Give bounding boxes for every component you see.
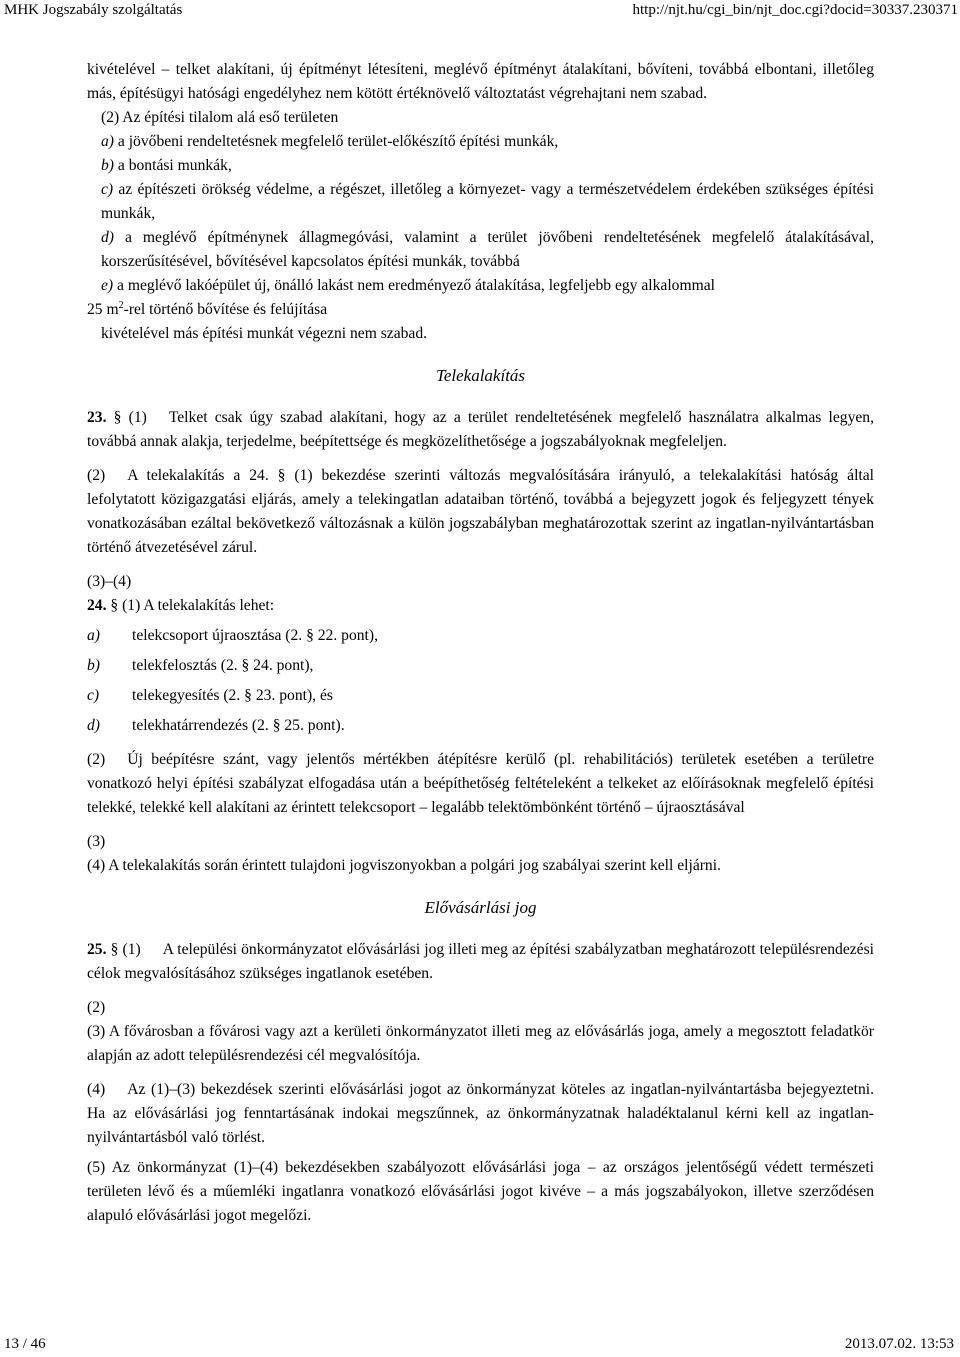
intro-paragraph: kivételével – telket alakítani, új építményt létesíteni, meglévő építményt átalakítani, bővíteni, továbbá elbontani, illetőleg más, építésügyi hatósági engedélyhez nem kötött értéknövelő változtatást végrehajtani nem szabad. — [87, 61, 874, 102]
superscript: 2 — [118, 299, 124, 311]
item-label: a) — [101, 133, 114, 150]
p24-2-paragraph — [87, 748, 874, 820]
s2-item-e — [87, 274, 874, 298]
page-number: 13 / 46 — [4, 1336, 46, 1352]
p24-2-text: Új beépítésre szánt, vagy jelentős mértékben átépítésre kerülő (pl. rehabilitációs) területek esetében a területre vonatkozó helyi építési szabályzat elfogadása után a beépíthetőség feltételeként a telkeket az előírásoknak megfelelő építési telekké, telekké kell alakítani az érintett telekcsoport – legalább telektömbönként történő – újraosztásával — [87, 751, 874, 816]
p23-2-text: A telekalakítás a 24. § (1) bekezdése szerinti változás megvalósítására irányuló, a telekalakítási hatóság által lefolytatott közigazgatási eljárás, amely a telekingatlan adataiban történő, továbbá a bejegyzett jogok és feljegyzett tények vonatkozásában ezáltal bekövetkező változásnak a külön jogszabályban meghatározottak szerint az ingatlan-nyilvántartásban történő átvezetésével zárul. — [87, 467, 874, 556]
section-sign: § — [110, 597, 119, 614]
subsection-number: (4) — [87, 1081, 106, 1098]
item-text: telekhatárrendezés (2. § 25. pont). — [132, 717, 345, 734]
p24-lead-text: (1) A telekalakítás lehet: — [122, 597, 275, 614]
item-label: d) — [101, 229, 114, 246]
section-sign: § — [110, 941, 119, 958]
s2-closing: kivételével más építési munkát végezni nem szabad. — [101, 325, 428, 342]
item-label: e) — [101, 277, 114, 294]
item-text: az építészeti örökség védelme, a régészet, illetőleg a környezet- vagy a természetvédelem érdekében szükséges építési munkák, — [101, 181, 874, 222]
p23-2-paragraph — [87, 464, 874, 560]
p25-text: A települési önkormányzatot elővásárlási jog illeti meg az építési szabályzatban meghatározott településrendezési célok megvalósításához szükséges ingatlanok esetében. — [87, 941, 874, 982]
item-text: telekcsoport újraosztása (2. § 22. pont), — [132, 627, 378, 644]
p24-lead — [87, 594, 874, 618]
p25-3: (3) A fővárosban a fővárosi vagy azt a kerületi önkormányzatot illeti meg az elővásárlás joga, amely a megosztott feladatkör alapján az adott településrendezési cél megvalósítója. — [87, 1023, 874, 1064]
subsection-number: (1) — [122, 941, 141, 958]
p23-3-4: (3)–(4) — [87, 573, 132, 590]
item-label: c) — [101, 181, 114, 198]
p24-3: (3) — [87, 833, 106, 850]
item-text: a meglévő lakóépület új, önálló lakást nem eredményező átalakítása, legfeljebb egy alkalommal — [113, 277, 715, 294]
section-title-elovasarlasi-jog: Elővásárlási jog — [424, 898, 537, 917]
p25-paragraph — [87, 938, 874, 986]
p24-item-d — [87, 714, 874, 738]
subsection-number: (1) — [128, 409, 147, 426]
document-body — [87, 58, 874, 1228]
item-text: a jövőbeni rendeltetésnek megfelelő terület-előkészítő építési munkák, — [114, 133, 559, 150]
s2-item-b — [87, 154, 874, 178]
item-text: telekfelosztás (2. § 24. pont), — [132, 657, 314, 674]
header-url[interactable]: http://njt.hu/cgi_bin/njt_doc.cgi?docid=30337.230371 — [632, 2, 958, 18]
item-label: b) — [101, 157, 114, 174]
page-footer — [0, 1334, 960, 1356]
subsection-number: (2) — [87, 751, 106, 768]
section-title-telekalakitas: Telekalakítás — [435, 366, 526, 385]
print-datetime: 2013.07.02. 13:53 — [844, 1336, 954, 1352]
p25-2: (2) — [87, 999, 106, 1016]
s2-item-c — [87, 178, 874, 226]
section-number: 23. — [87, 409, 107, 426]
p23-text: Telket csak úgy szabad alakítani, hogy az a terület rendeltetésének megfelelő használatra alkalmas legyen, továbbá annak alakja, terjedelme, beépítettsége és megközelíthetősége a jogszabályoknak megfeleljen. — [87, 409, 874, 450]
area-text: -rel történő bővítése és felújítása — [123, 301, 328, 318]
p24-4: (4) A telekalakítás során érintett tulajdoni jogviszonyokban a polgári jog szabályai szerint kell eljárni. — [87, 857, 721, 874]
p24-item-b — [87, 654, 874, 678]
s2-item-d — [87, 226, 874, 274]
p24-item-c — [87, 684, 874, 708]
item-label: d) — [87, 717, 100, 734]
p25-4-text: Az (1)–(3) bekezdések szerinti elővásárlási jogot az önkormányzat köteles az ingatlan-nyilvántartásba bejegyeztetni. Ha az elővásárlási jog fenntartásának indokai megszűnnek, az önkormányzatnak haladéktalanul kérni kell az ingatlan-nyilvántartásból való törlést. — [87, 1081, 874, 1146]
item-text: a bontási munkák, — [114, 157, 232, 174]
p25-4-paragraph — [87, 1078, 874, 1150]
item-text: a meglévő építménynek állagmegóvási, valamint a terület jövőbeni rendeltetésének megfelelő átalakításával, korszerűsítésével, bővítésével kapcsolatos építési munkák, továbbá — [101, 229, 874, 270]
p25-5: (5) Az önkormányzat (1)–(4) bekezdésekben szabályozott elővásárlási joga – az országos jelentőségű védett természeti területen lévő és a műemléki ingatlanra vonatkozó elővásárlási jogot kivéve – a más jogszabályokon, illetve szerződésen alapuló elővásárlási jogot megelőzi. — [87, 1159, 874, 1224]
area-value: 25 m — [87, 301, 119, 318]
section-number: 24. — [87, 597, 107, 614]
item-label: b) — [87, 657, 100, 674]
p23-paragraph — [87, 406, 874, 454]
section-sign: § — [113, 409, 122, 426]
s2-lead: (2) Az építési tilalom alá eső területen — [101, 109, 339, 126]
subsection-number: (2) — [87, 467, 106, 484]
item-label: c) — [87, 687, 100, 704]
header-source: MHK Jogszabály szolgáltatás — [4, 2, 183, 18]
item-label: a) — [87, 627, 100, 644]
page-header — [0, 0, 960, 22]
s2-item-e-cont — [87, 298, 874, 322]
p24-item-a — [87, 624, 874, 648]
s2-item-a — [87, 130, 874, 154]
item-text: telekegyesítés (2. § 23. pont), és — [132, 687, 333, 704]
section-number: 25. — [87, 941, 107, 958]
